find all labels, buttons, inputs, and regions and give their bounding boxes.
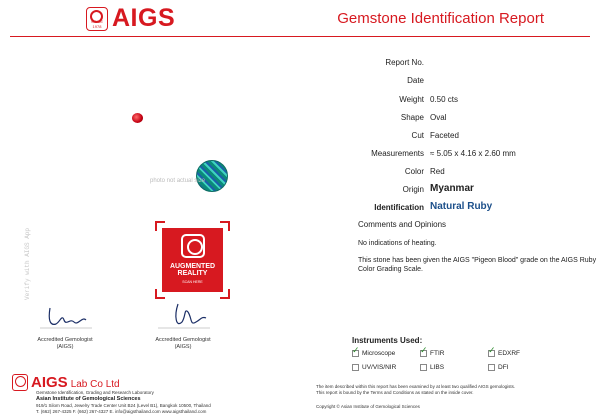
field-label-color: Color xyxy=(404,167,424,176)
checkbox-edxrf[interactable] xyxy=(488,350,495,357)
copyright: Copyright © Asian Institute of Gemological Sciences xyxy=(316,404,420,409)
footer-address-block xyxy=(36,390,211,415)
field-label-origin: Origin xyxy=(402,185,424,194)
ar-seal-icon xyxy=(181,234,205,258)
verify-app-note: Verify with AIGS App xyxy=(24,228,31,301)
signature-2-org: (AIGS) xyxy=(174,343,192,350)
field-value-color: Red xyxy=(430,167,445,176)
field-value-cut: Faceted xyxy=(430,131,459,140)
instrument-label-libs: LIBS xyxy=(430,364,445,371)
ruby-photo xyxy=(132,113,143,123)
footer-disclaimer xyxy=(316,384,576,397)
instruments-heading: Instruments Used: xyxy=(352,336,423,345)
ar-scan-here: SCAN HERE xyxy=(182,280,203,284)
field-label-shape: Shape xyxy=(400,113,424,122)
field-value-identification: Natural Ruby xyxy=(430,201,493,212)
comments-heading: Comments and Opinions xyxy=(358,220,447,229)
instrument-label-uvvisnir: UV/VIS/NIR xyxy=(362,364,397,371)
field-value-measurements: ≈ 5.05 x 4.16 x 2.60 mm xyxy=(430,149,516,158)
field-label-weight: Weight xyxy=(399,95,424,104)
footer-logo xyxy=(12,374,120,391)
checkbox-microscope[interactable] xyxy=(352,350,359,357)
checkbox-uvvisnir[interactable] xyxy=(352,364,359,371)
footer-seal-icon xyxy=(12,374,28,391)
field-value-weight: 0.50 cts xyxy=(430,95,459,104)
checkbox-libs[interactable] xyxy=(420,364,427,371)
field-label-cut: Cut xyxy=(411,131,424,140)
ar-line-1: AUGMENTED xyxy=(169,263,216,270)
signature-2-icon xyxy=(138,298,228,332)
augmented-reality-badge[interactable] xyxy=(155,221,230,299)
footer-company: Lab Co Ltd xyxy=(70,378,120,390)
report-title: Gemstone Identification Report xyxy=(337,10,544,27)
disclaimer-line-1: The item described within this report has been examined by at least two qualified AIGS gemologists. xyxy=(316,384,516,389)
footer-address: 919/1 Silom Road, Jewelry Trade Center Unit B24 (Level B1), Bangkok 10500, Thailand xyxy=(36,402,211,408)
signature-1-label: Accredited Gemologist xyxy=(37,337,93,343)
field-label-measurements: Measurements xyxy=(371,149,424,158)
instrument-label-dfi: DFI xyxy=(498,364,509,371)
ar-line-2: REALITY xyxy=(177,270,208,277)
field-label-date: Date xyxy=(407,76,424,85)
field-label-identification: Identification xyxy=(374,203,424,212)
comment-grade: This stone has been given the AIGS "Pigeon Blood" grade on the AIGS Ruby Color Grading Scale. xyxy=(358,257,597,274)
footer-contact: T. (662) 267-4325 F. (662) 267-4327 E. info@aigsthailand.com www.aigsthailand.com xyxy=(36,408,207,414)
comment-heating: No indications of heating. xyxy=(358,240,437,247)
header-divider xyxy=(10,36,590,37)
signature-2-label: Accredited Gemologist xyxy=(155,337,211,343)
checkbox-dfi[interactable] xyxy=(488,364,495,371)
signature-block-1 xyxy=(20,298,110,351)
instrument-label-edxrf: EDXRF xyxy=(498,350,521,357)
signature-block-2 xyxy=(138,298,228,351)
aigs-logo xyxy=(86,4,175,33)
photo-note: photo not actual size xyxy=(150,178,206,184)
hologram-seal-icon xyxy=(196,160,228,192)
disclaimer-line-2: This report is bound by the Terms and Conditions as stated on the inside cover. xyxy=(316,390,474,396)
field-value-origin: Myanmar xyxy=(430,183,474,194)
instrument-label-ftir: FTIR xyxy=(430,350,445,357)
signature-1-icon xyxy=(20,298,110,332)
aigs-seal-icon: SINCE 1978 xyxy=(86,7,108,31)
footer-aigs: AIGS xyxy=(31,374,68,391)
instrument-label-microscope: Microscope xyxy=(362,350,396,357)
checkbox-ftir[interactable] xyxy=(420,350,427,357)
footer-institute-tagline: Gemstone Identification, Grading and Research Laboratory xyxy=(36,390,154,395)
field-value-shape: Oval xyxy=(430,113,447,122)
field-label-report-no: Report No. xyxy=(385,58,424,67)
signature-1-org: (AIGS) xyxy=(56,343,74,350)
logo-text: AIGS xyxy=(112,4,176,32)
footer-institute: Asian Institute of Gemological Sciences xyxy=(36,395,141,402)
